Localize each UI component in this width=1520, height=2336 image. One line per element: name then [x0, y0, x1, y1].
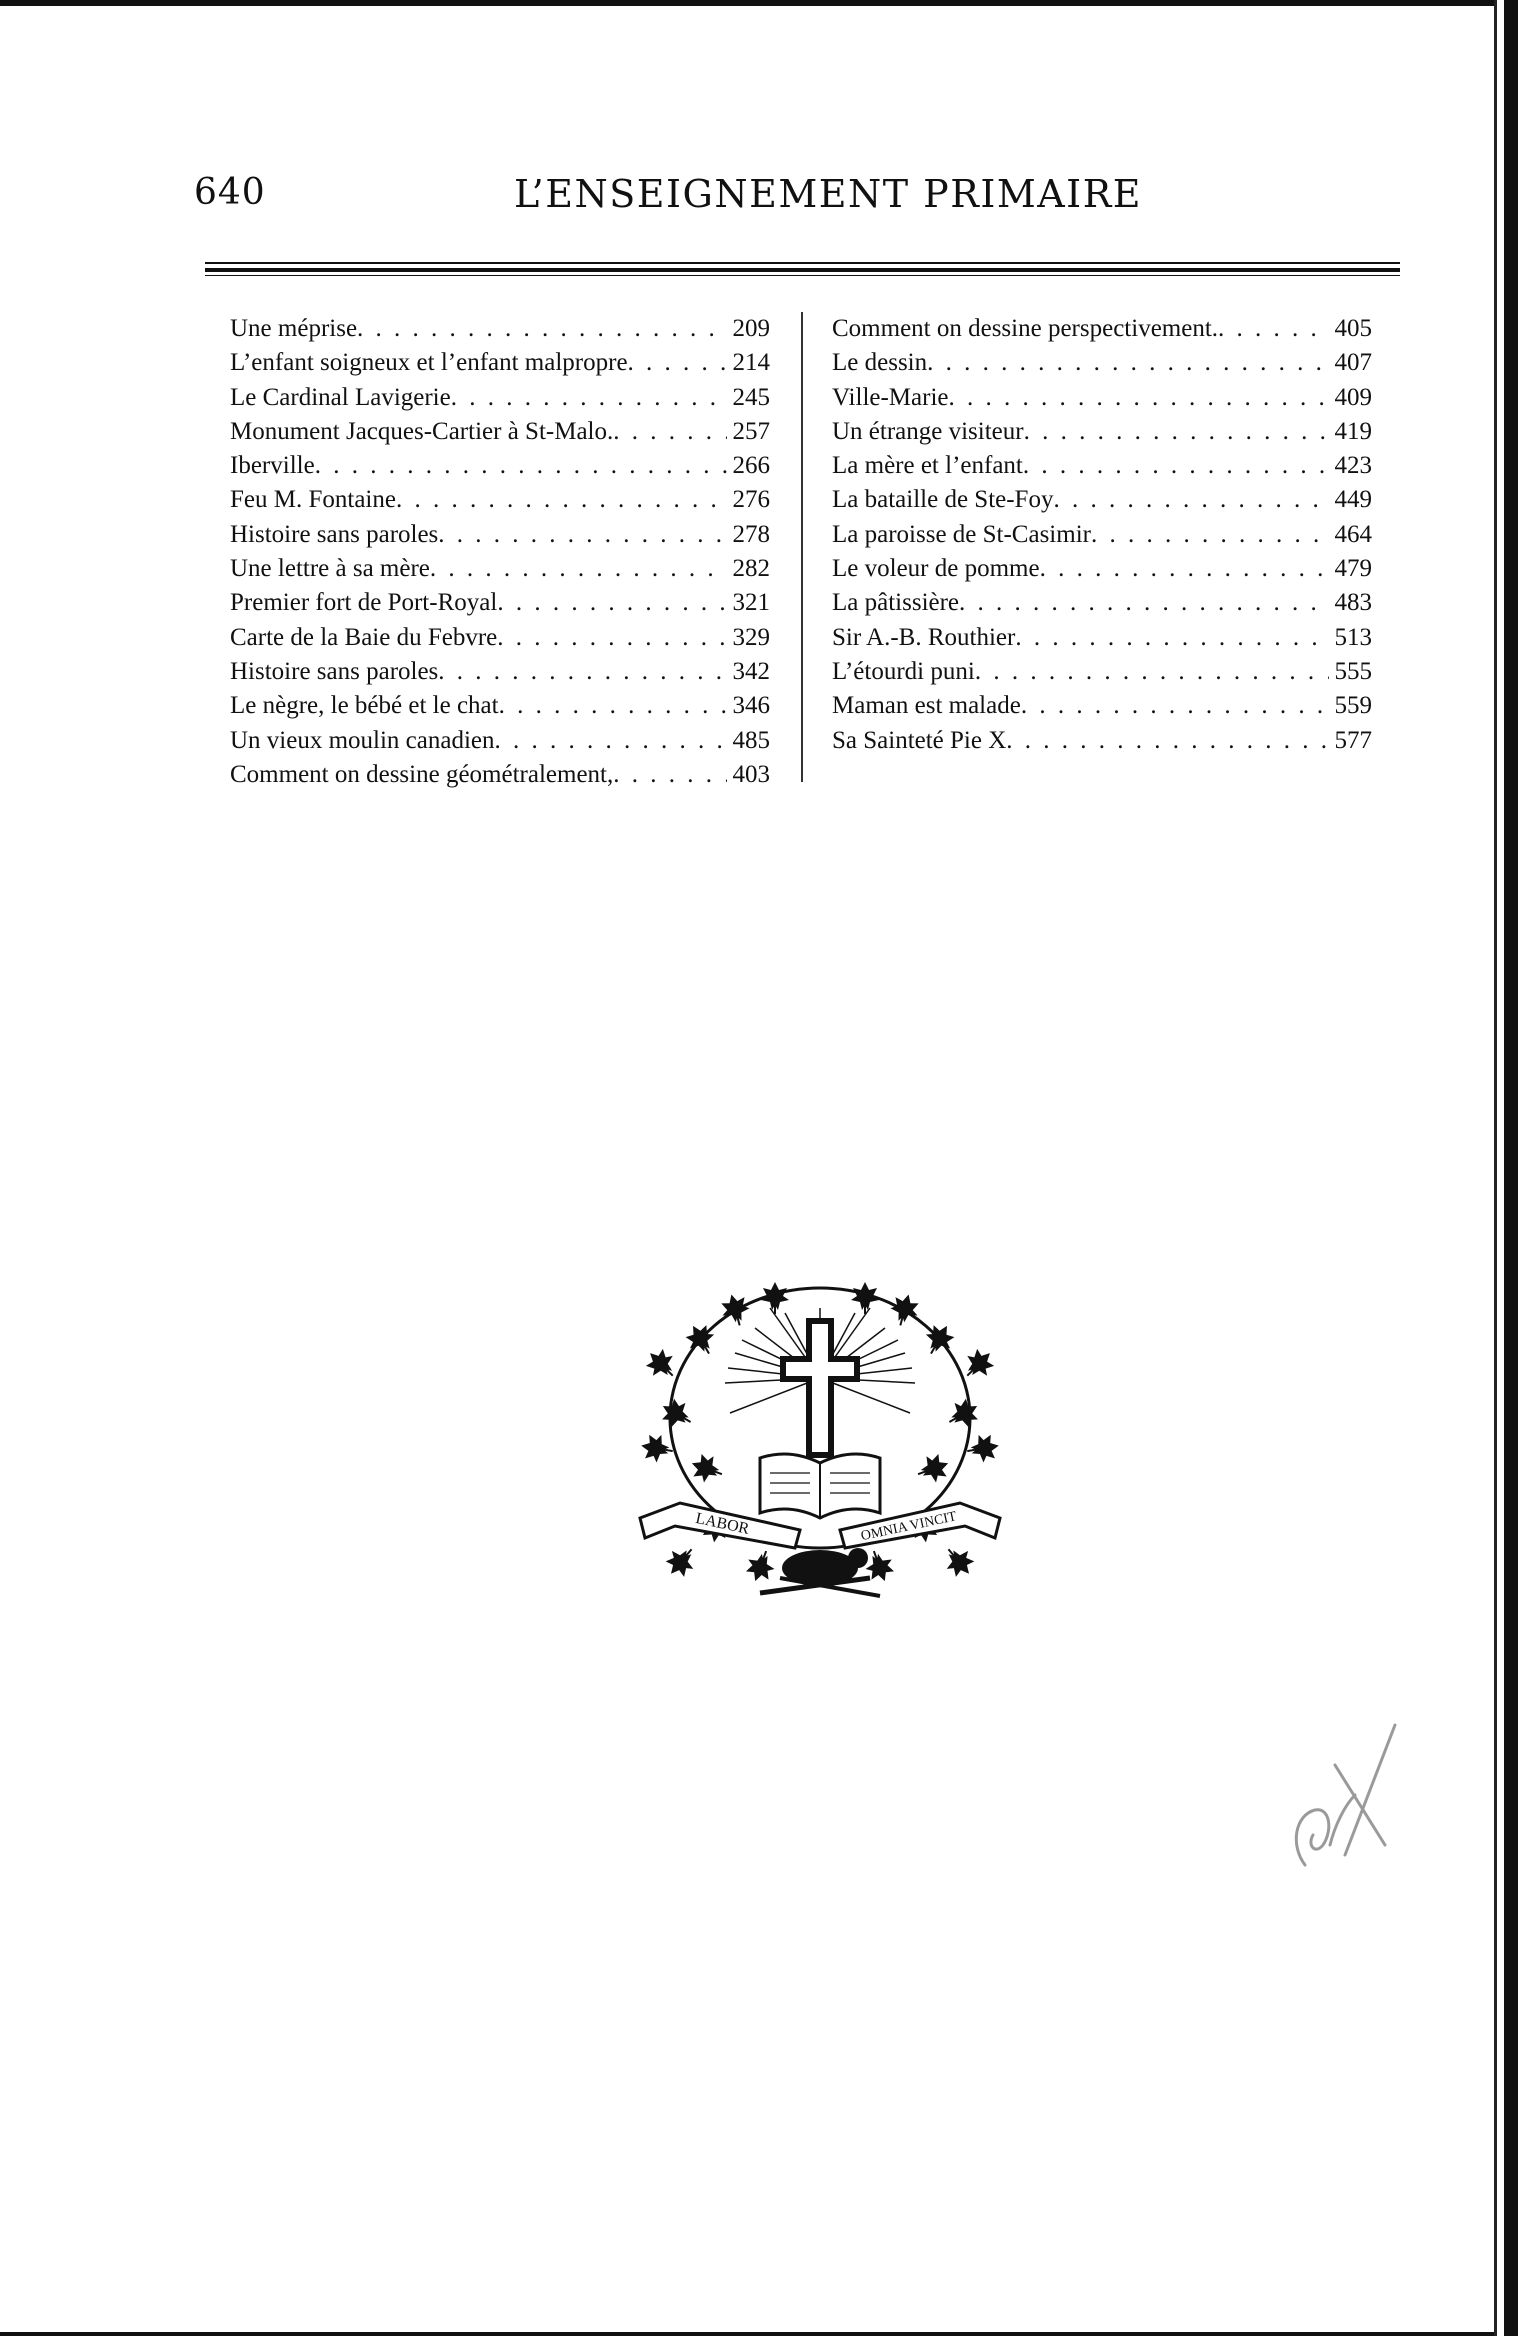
leader-dots	[1015, 621, 1328, 655]
toc-entry-page: 245	[732, 383, 770, 411]
toc-entry	[230, 689, 770, 723]
toc-entry-title: La pâtissière	[832, 589, 960, 617]
toc-entry-title: Un vieux moulin canadien	[230, 726, 495, 754]
leader-dots	[430, 552, 727, 586]
toc-entry	[230, 552, 770, 586]
toc-entry-title: La bataille de Ste-Foy	[832, 486, 1054, 514]
toc-entry-title: Le Cardinal Lavigerie	[230, 383, 451, 411]
crest-emblem-icon	[620, 1268, 1020, 1628]
toc-entry-title: Monument Jacques-Cartier à St-Malo.	[230, 417, 614, 445]
toc-entry-page: 321	[732, 589, 770, 617]
toc-entry	[230, 312, 770, 346]
leader-dots	[1218, 312, 1328, 346]
toc-entry	[832, 621, 1372, 655]
leader-dots	[357, 312, 726, 346]
toc-entry	[230, 483, 770, 517]
toc-entry-page: 513	[1334, 623, 1372, 651]
header-rule-thin	[205, 275, 1400, 276]
leader-dots	[1091, 518, 1329, 552]
toc-entry-page: 257	[732, 417, 770, 445]
toc-entry-page: 555	[1334, 657, 1372, 685]
toc-entry	[230, 758, 770, 792]
leader-dots	[628, 346, 727, 380]
toc-entry-title: Une méprise	[230, 315, 358, 342]
toc-entry-title: Carte de la Baie du Febvre	[230, 623, 498, 651]
toc-entry	[832, 552, 1372, 586]
toc-entry	[230, 449, 770, 483]
binding-shadow	[1504, 0, 1518, 2336]
leader-dots	[613, 415, 726, 449]
toc-entry-title: Le dessin	[832, 349, 928, 377]
scan-bottom-border	[0, 2332, 1520, 2336]
toc-entry-page: 346	[732, 692, 770, 720]
page-number: 640	[194, 172, 266, 213]
toc-entry	[230, 724, 770, 758]
toc-entry-page: 409	[1334, 383, 1372, 411]
leader-dots	[499, 689, 727, 723]
handwritten-mark-icon	[1285, 1705, 1405, 1885]
toc-entry	[832, 346, 1372, 380]
motto-right: OMNIA VINCIT	[859, 1509, 958, 1545]
toc-entry-title: Iberville	[230, 452, 315, 480]
leader-dots	[438, 518, 726, 552]
page-edge-line	[1494, 0, 1497, 2336]
toc-entry-page: 419	[1334, 417, 1372, 445]
toc-entry-title: L’enfant soigneux et l’enfant malpropre	[230, 349, 628, 377]
toc-entry	[832, 381, 1372, 415]
toc-entry-page: 214	[732, 349, 770, 377]
motto-left: LABOR	[694, 1509, 751, 1538]
toc-entry	[832, 312, 1372, 346]
toc-entry-page: 449	[1334, 486, 1372, 514]
toc-entry-title: Une lettre à sa mère	[230, 555, 430, 583]
leader-dots	[315, 449, 727, 483]
leader-dots	[1023, 449, 1329, 483]
column-divider	[801, 312, 803, 782]
toc-entry-page: 485	[732, 726, 770, 754]
toc-entry	[230, 381, 770, 415]
toc-entry-title: Le voleur de pomme	[832, 555, 1040, 583]
leader-dots	[497, 621, 726, 655]
toc-entry-page: 209	[732, 315, 770, 342]
toc-entry	[832, 415, 1372, 449]
running-title: L’ENSEIGNEMENT PRIMAIRE	[514, 172, 1143, 216]
toc-entry-title: Ville-Marie	[832, 383, 949, 411]
toc-entry-page: 403	[732, 760, 770, 788]
toc-entry-title: Premier fort de Port-Royal	[230, 589, 498, 617]
toc-entry-page: 329	[732, 623, 770, 651]
page-header	[194, 172, 1406, 232]
toc-entry-title: Histoire sans paroles	[230, 657, 439, 685]
leader-dots	[927, 346, 1328, 380]
toc-entry-title: Un étrange visiteur	[832, 417, 1024, 445]
leader-dots	[949, 381, 1329, 415]
toc-entry-title: L’étourdi puni	[832, 657, 975, 685]
leader-dots	[497, 586, 726, 620]
toc-entry-title: Sa Sainteté Pie X	[832, 726, 1007, 754]
toc-entry-title: Feu M. Fontaine	[230, 486, 396, 514]
toc-entry	[832, 586, 1372, 620]
toc-entry-page: 276	[732, 486, 770, 514]
toc-left-column	[230, 312, 770, 792]
toc-entry-title: Le nègre, le bébé et le chat	[230, 692, 499, 720]
toc-entry-title: Comment on dessine perspectivement.	[832, 315, 1219, 342]
toc-entry	[230, 586, 770, 620]
leader-dots	[1024, 415, 1329, 449]
toc-entry	[230, 415, 770, 449]
toc-entry	[230, 655, 770, 689]
scan-right-edge	[1494, 0, 1520, 2336]
toc-entry-page: 342	[732, 657, 770, 685]
toc-entry-title: La paroisse de St-Casimir	[832, 520, 1091, 548]
toc-entry-page: 483	[1334, 589, 1372, 617]
toc-entry-page: 405	[1334, 315, 1372, 342]
toc-entry	[832, 483, 1372, 517]
toc-entry-page: 423	[1334, 452, 1372, 480]
leader-dots	[1040, 552, 1329, 586]
toc-entry-page: 278	[732, 520, 770, 548]
toc-right-column	[832, 312, 1372, 758]
toc-entry-title: Maman est malade	[832, 692, 1021, 720]
toc-entry	[230, 518, 770, 552]
toc-entry	[832, 689, 1372, 723]
leader-dots	[396, 483, 727, 517]
toc-entry-page: 266	[732, 452, 770, 480]
toc-entry	[832, 655, 1372, 689]
toc-entry-page: 282	[732, 555, 770, 583]
toc-entry	[230, 346, 770, 380]
toc-entry-title: Sir A.-B. Routhier	[832, 623, 1016, 651]
leader-dots	[1053, 483, 1328, 517]
toc-entry-page: 479	[1334, 555, 1372, 583]
toc-entry	[832, 724, 1372, 758]
toc-entry	[832, 449, 1372, 483]
toc-entry	[832, 518, 1372, 552]
header-rule	[205, 262, 1400, 264]
toc-entry-page: 407	[1334, 349, 1372, 377]
toc-entry-page: 577	[1334, 726, 1372, 754]
leader-dots	[613, 758, 726, 792]
leader-dots	[959, 586, 1328, 620]
toc-entry-title: La mère et l’enfant	[832, 452, 1023, 480]
toc-entry-title: Histoire sans paroles	[230, 520, 439, 548]
scan-top-border	[0, 0, 1520, 6]
toc-entry-page: 559	[1334, 692, 1372, 720]
header-rule-thick	[205, 268, 1400, 272]
leader-dots	[1021, 689, 1329, 723]
toc-entry	[230, 621, 770, 655]
toc-entry-page: 464	[1334, 520, 1372, 548]
toc-entry-title: Comment on dessine géométralement,	[230, 760, 614, 788]
leader-dots	[438, 655, 726, 689]
leader-dots	[1006, 724, 1328, 758]
leader-dots	[495, 724, 727, 758]
leader-dots	[451, 381, 727, 415]
leader-dots	[975, 655, 1329, 689]
